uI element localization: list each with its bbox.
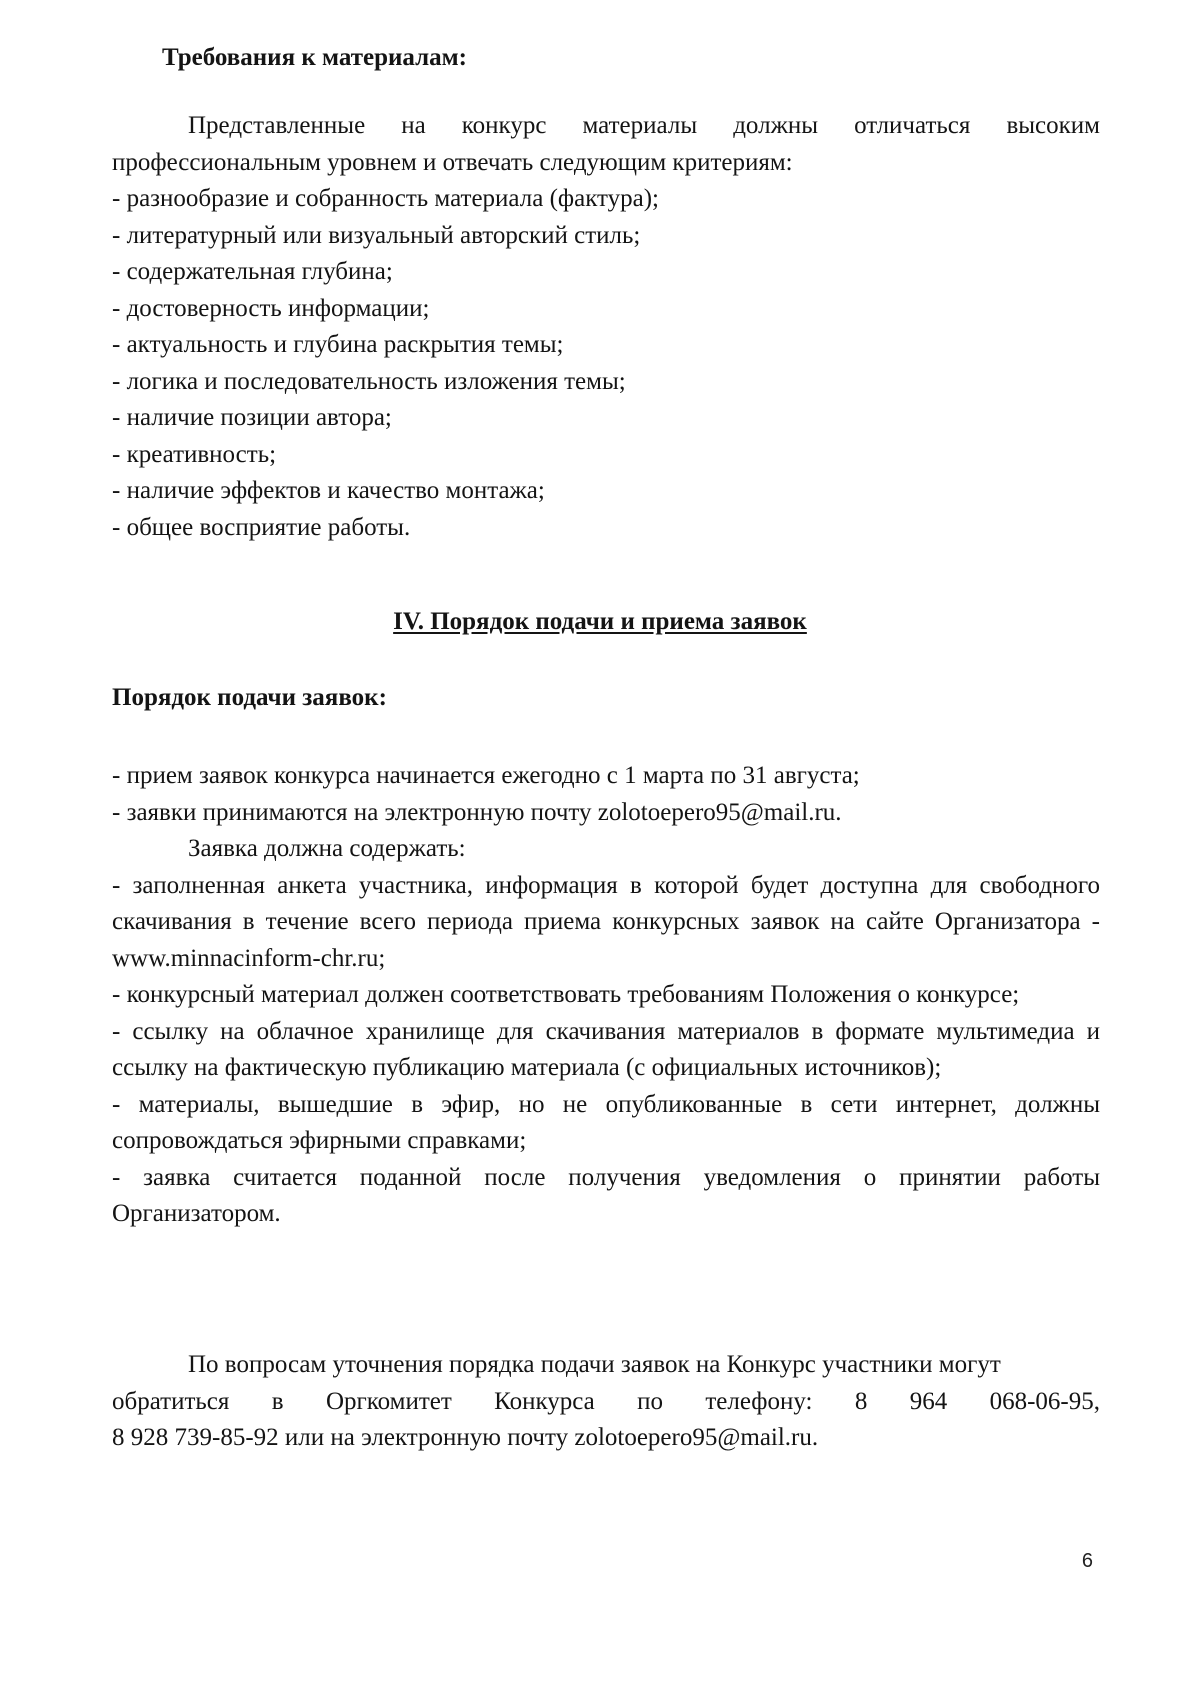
criteria-item: - наличие позиции автора;: [112, 404, 392, 431]
submission-item: - заявки принимаются на электронную почту zolotoepero95@mail.ru.: [112, 798, 842, 826]
contact-line: обратиться в Оргкомитет Конкурса по телефону: 8 964 068-06-95,: [112, 1387, 1100, 1415]
contents-item: - заявка считается поданной после получения уведомления о принятии работы Организатором.: [112, 1163, 1100, 1227]
section-title: IV. Порядок подачи и приема заявок: [393, 608, 807, 635]
materials-heading-block: [162, 40, 1062, 77]
criteria-item: - общее восприятие работы.: [112, 513, 411, 541]
contact-paragraph: [112, 1347, 1100, 1457]
contents-item: - материалы, вышедшие в эфир, но не опубликованные в сети интернет, должны сопровождаться эфирными справками;: [112, 1090, 1100, 1154]
materials-intro: Представленные на конкурс материалы должны отличаться высоким профессиональным уровнем и отвечать следующим критериям:: [112, 112, 1100, 176]
submission-item: - прием заявок конкурса начинается ежегодно с 1 марта по 31 августа;: [112, 762, 860, 789]
criteria-item: - разнообразие и собранность материала (фактура);: [112, 185, 659, 212]
criteria-item: - креативность;: [112, 440, 277, 468]
submission-heading-block: [112, 680, 1100, 717]
page-number: 6: [1081, 1550, 1093, 1572]
submission-list: [112, 758, 1100, 1233]
contents-intro: Заявка должна содержать:: [188, 835, 466, 862]
criteria-item: - содержательная глубина;: [112, 258, 393, 285]
contents-item: - ссылку на облачное хранилище для скачивания материалов в формате мультимедиа и ссылку на фактическую публикацию материала (с официальных источников);: [112, 1017, 1100, 1081]
materials-heading: Требования к материалам:: [162, 44, 468, 71]
criteria-item: - наличие эффектов и качество монтажа;: [112, 477, 545, 504]
criteria-item: - логика и последовательность изложения темы;: [112, 367, 626, 395]
contents-item: - конкурсный материал должен соответствовать требованиям Положения о конкурсе;: [112, 981, 1020, 1008]
criteria-item: - литературный или визуальный авторский стиль;: [112, 221, 641, 249]
contents-item: - заполненная анкета участника, информация в которой будет доступна для свободного скачивания в течение всего периода приема конкурсных заявок на сайте Организатора - www.minnacinform-chr.ru;: [112, 871, 1100, 972]
materials-intro-block: [112, 108, 1100, 181]
contact-line: По вопросам уточнения порядка подачи заявок на Конкурс участники могут: [188, 1351, 1001, 1378]
criteria-item: - актуальность и глубина раскрытия темы;: [112, 331, 564, 358]
criteria-list: [112, 181, 1100, 546]
criteria-item: - достоверность информации;: [112, 294, 430, 322]
submission-heading: Порядок подачи заявок:: [112, 684, 387, 711]
contact-line: 8 928 739-85-92 или на электронную почту zolotoepero95@mail.ru.: [112, 1424, 819, 1451]
